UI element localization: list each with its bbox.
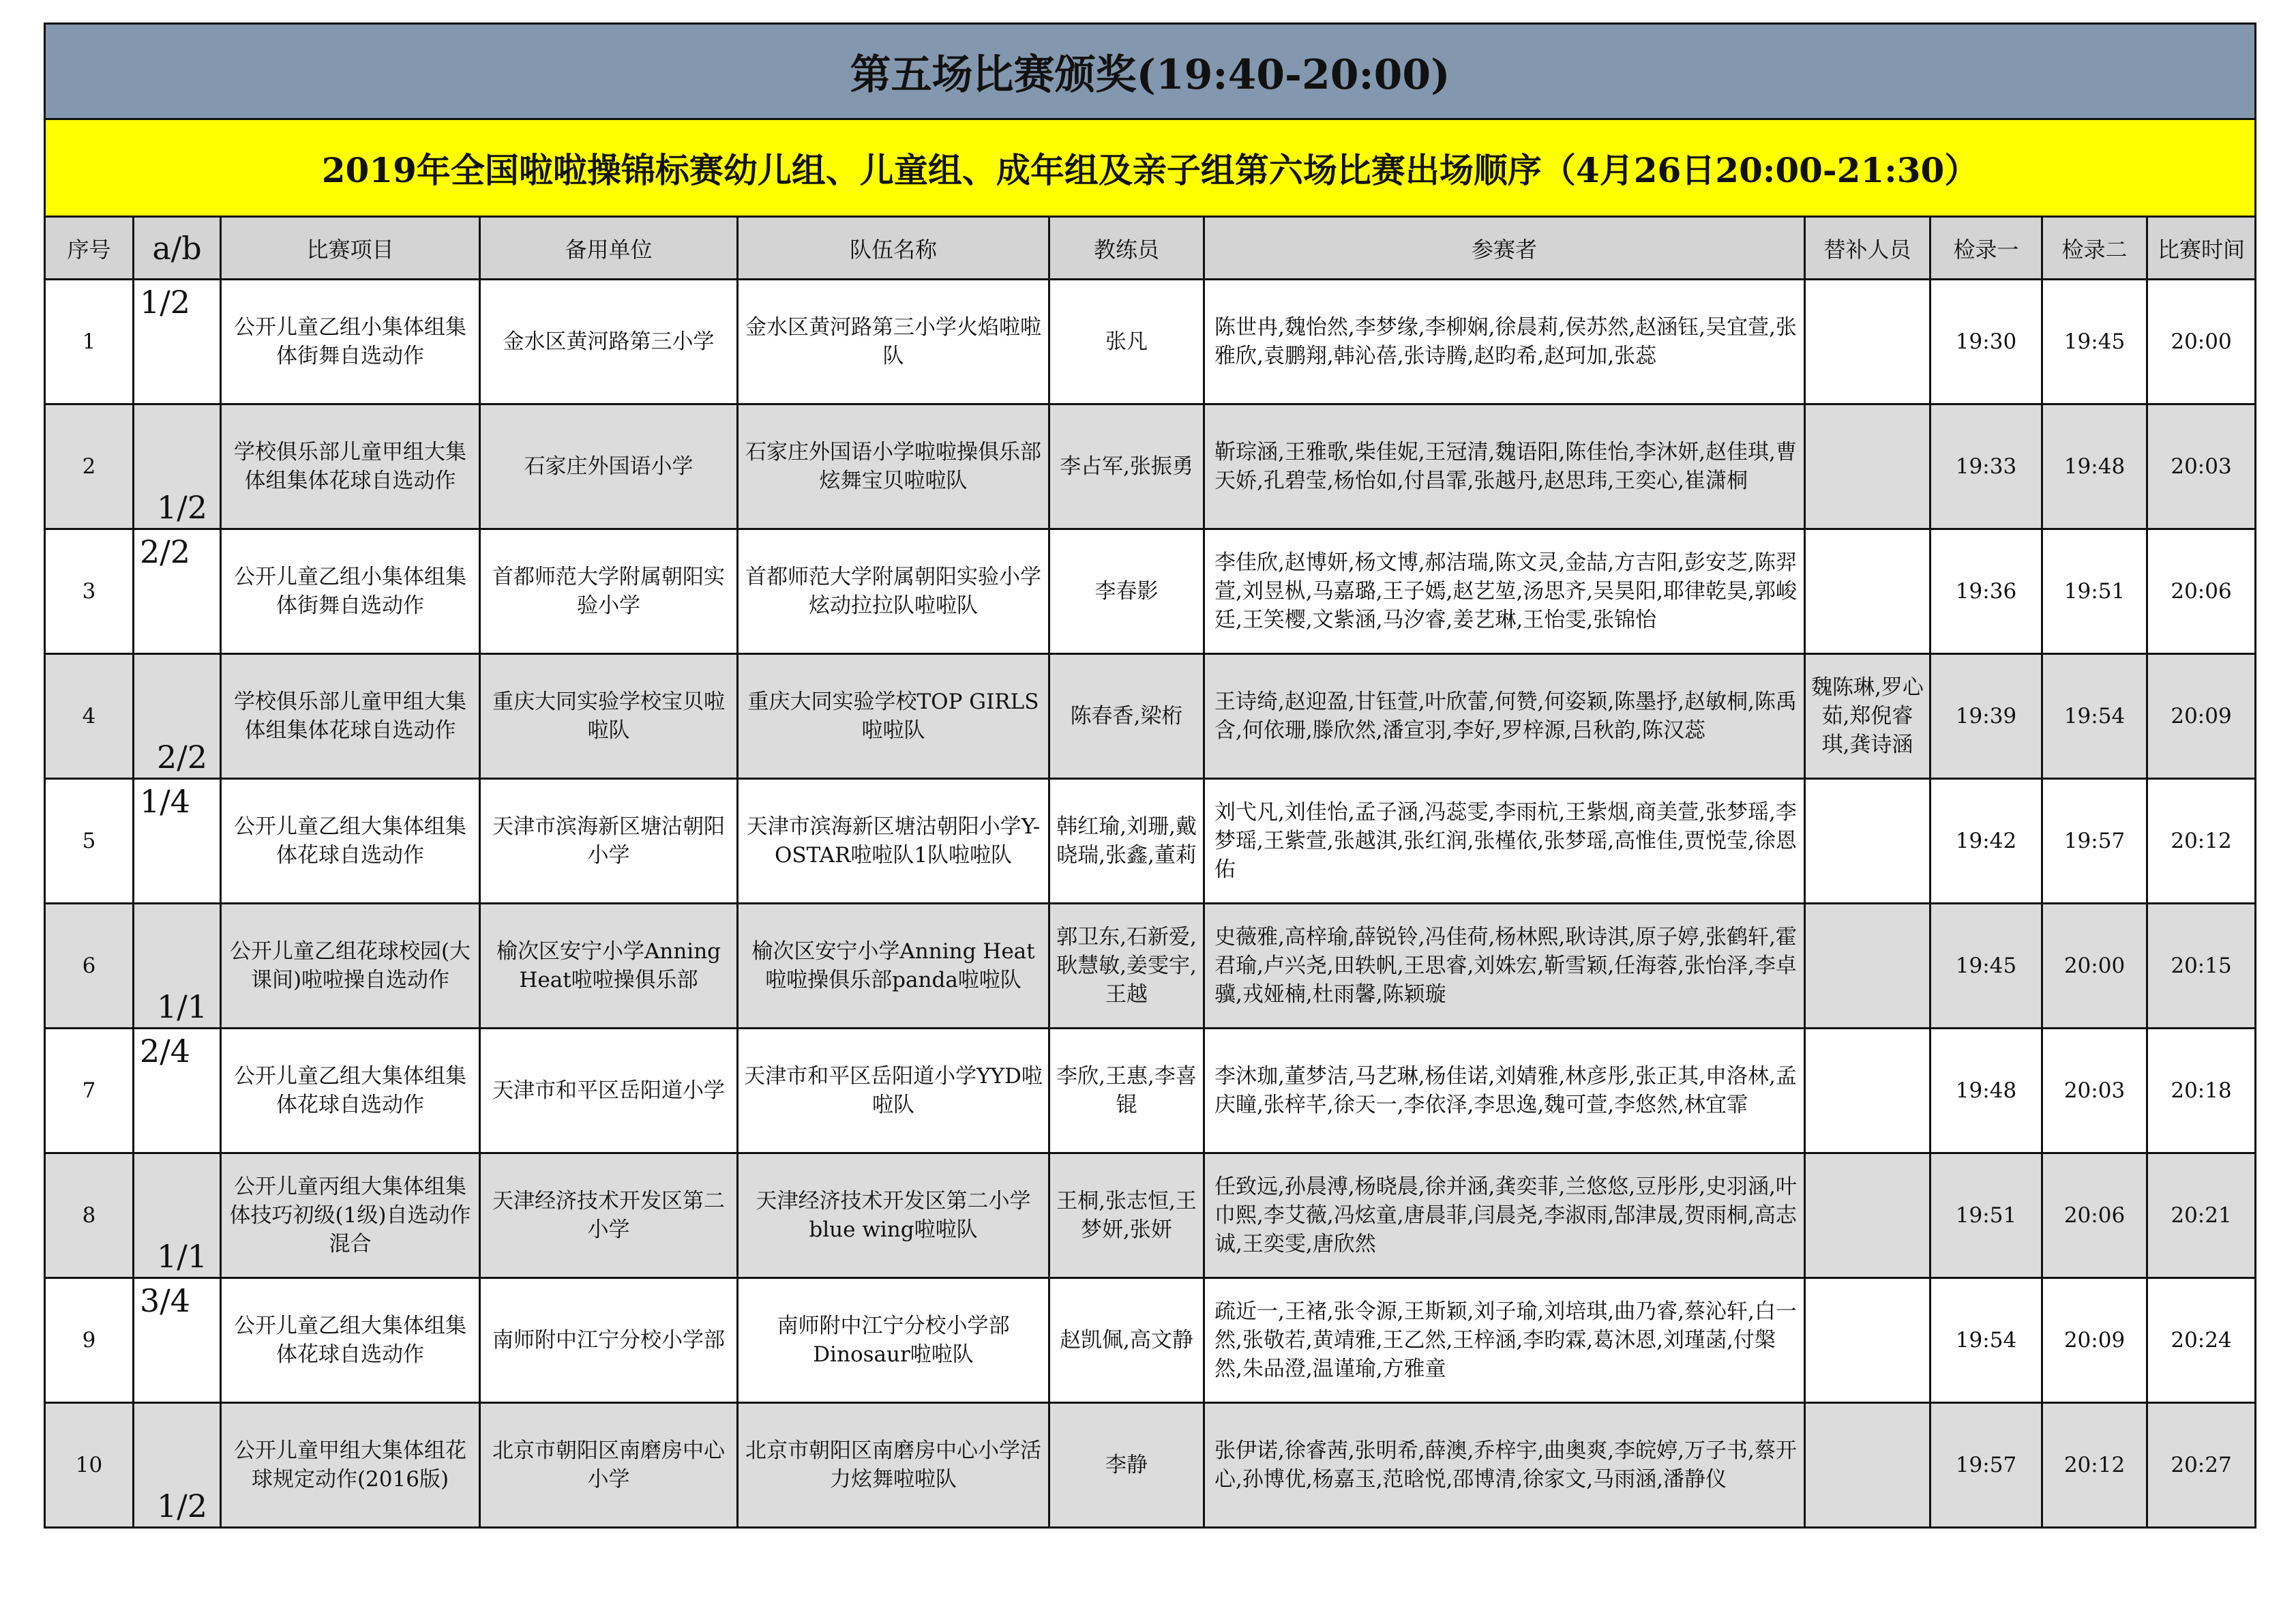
check2-cell: 19:57 (2042, 779, 2147, 904)
time-cell: 20:24 (2147, 1278, 2256, 1403)
team-cell: 金水区黄河路第三小学火焰啦啦队 (738, 280, 1049, 404)
header-seq: 序号 (45, 217, 134, 280)
header-unit: 备用单位 (480, 217, 738, 280)
coach-cell: 郭卫东,石新爱,耿慧敏,姜雯宇,王越 (1049, 904, 1204, 1029)
team-cell: 重庆大同实验学校TOP GIRLS啦啦队 (738, 654, 1049, 779)
team-cell: 榆次区安宁小学Anning Heat啦啦操俱乐部panda啦啦队 (738, 904, 1049, 1029)
ab-top-label: 2/4 (140, 1033, 191, 1069)
seq-cell: 9 (45, 1278, 134, 1403)
subs-cell (1805, 1278, 1930, 1403)
athletes-cell: 史薇雅,高梓瑜,薛锐铃,冯佳荷,杨林熙,耿诗淇,原子婷,张鹤轩,霍君瑜,卢兴尧,田轶帆,王思睿,刘姝宏,靳雪颖,任海蓉,张怡泽,李卓骥,戎娅楠,杜雨馨,陈颖璇 (1204, 904, 1805, 1029)
event-cell: 公开儿童甲组大集体组花球规定动作(2016版) (221, 1403, 480, 1528)
unit-cell: 天津市和平区岳阳道小学 (480, 1029, 738, 1153)
header-event: 比赛项目 (221, 217, 480, 280)
unit-cell: 榆次区安宁小学Anning Heat啦啦操俱乐部 (480, 904, 738, 1029)
ab-cell (134, 529, 221, 654)
event-cell: 学校俱乐部儿童甲组大集体组集体花球自选动作 (221, 404, 480, 529)
unit-cell: 首都师范大学附属朝阳实验小学 (480, 529, 738, 654)
table-row (45, 1278, 2256, 1403)
check2-cell: 19:45 (2042, 280, 2147, 404)
check1-cell: 19:39 (1930, 654, 2042, 779)
ab-bottom-label: 2/2 (156, 739, 207, 776)
subtitle-row (45, 119, 2256, 217)
sheet-subtitle: 2019年全国啦啦操锦标赛幼儿组、儿童组、成年组及亲子组第六场比赛出场顺序（4月26日20:00-21:30） (45, 119, 2256, 217)
time-cell: 20:03 (2147, 404, 2256, 529)
ab-cell (134, 1153, 221, 1278)
header-team: 队伍名称 (738, 217, 1049, 280)
coach-cell: 李欣,王惠,李喜锟 (1049, 1029, 1204, 1153)
table-row (45, 1029, 2256, 1153)
athletes-cell: 李佳欣,赵博妍,杨文博,郝洁瑞,陈文灵,金喆,方吉阳,彭安芝,陈羿萱,刘昱枞,马嘉璐,王子嫣,赵艺堃,汤思齐,吴昊阳,耶律乾昊,郭峻廷,王笑樱,文紫涵,马汐睿,姜艺琳,王怡雯,张锦怡 (1204, 529, 1805, 654)
sheet-title: 第五场比赛颁奖(19:40-20:00) (45, 24, 2256, 119)
subs-cell (1805, 1403, 1930, 1528)
header-row (45, 217, 2256, 280)
unit-cell: 南师附中江宁分校小学部 (480, 1278, 738, 1403)
check2-cell: 20:09 (2042, 1278, 2147, 1403)
check1-cell: 19:45 (1930, 904, 2042, 1029)
subs-cell (1805, 280, 1930, 404)
ab-top-label: 3/4 (140, 1282, 191, 1319)
event-cell: 公开儿童乙组花球校园(大课间)啦啦操自选动作 (221, 904, 480, 1029)
table-row (45, 404, 2256, 529)
time-cell: 20:12 (2147, 779, 2256, 904)
athletes-cell: 张伊诺,徐睿茜,张明希,薛澳,乔梓宇,曲奥爽,李皖婷,万子书,蔡开心,孙博优,杨嘉玉,范晗悦,邵博清,徐家文,马雨涵,潘静仪 (1204, 1403, 1805, 1528)
event-cell: 公开儿童乙组大集体组集体花球自选动作 (221, 1029, 480, 1153)
header-ab: a/b (134, 217, 221, 280)
subs-cell (1805, 779, 1930, 904)
unit-cell: 重庆大同实验学校宝贝啦啦队 (480, 654, 738, 779)
schedule-table (44, 23, 2256, 1529)
event-cell: 公开儿童乙组大集体组集体花球自选动作 (221, 779, 480, 904)
ab-top-label: 2/2 (140, 533, 191, 570)
athletes-cell: 陈世冉,魏怡然,李梦缘,李柳娴,徐晨莉,侯苏然,赵涵钰,吴宜萱,张雅欣,袁鹏翔,韩沁蓓,张诗腾,赵昀希,赵珂加,张蕊 (1204, 280, 1805, 404)
seq-cell: 10 (45, 1403, 134, 1528)
seq-cell: 3 (45, 529, 134, 654)
seq-cell: 4 (45, 654, 134, 779)
ab-cell (134, 779, 221, 904)
subs-cell (1805, 904, 1930, 1029)
check1-cell: 19:30 (1930, 280, 2042, 404)
ab-cell (134, 1029, 221, 1153)
table-row (45, 779, 2256, 904)
subs-cell (1805, 529, 1930, 654)
header-athletes: 参赛者 (1204, 217, 1805, 280)
check2-cell: 20:03 (2042, 1029, 2147, 1153)
unit-cell: 金水区黄河路第三小学 (480, 280, 738, 404)
table-row (45, 654, 2256, 779)
unit-cell: 天津经济技术开发区第二小学 (480, 1153, 738, 1278)
check2-cell: 19:48 (2042, 404, 2147, 529)
coach-cell: 王桐,张志恒,王梦妍,张妍 (1049, 1153, 1204, 1278)
athletes-cell: 疏近一,王褚,张令源,王斯颖,刘子瑜,刘培琪,曲乃睿,蔡沁轩,白一然,张敬若,黄靖雅,王乙然,王梓涵,李昀霖,葛沐恩,刘瑾菡,付槃然,朱品澄,温谨瑜,方雅童 (1204, 1278, 1805, 1403)
check2-cell: 19:51 (2042, 529, 2147, 654)
coach-cell: 韩红瑜,刘珊,戴晓瑞,张鑫,董莉 (1049, 779, 1204, 904)
team-cell: 石家庄外国语小学啦啦操俱乐部炫舞宝贝啦啦队 (738, 404, 1049, 529)
seq-cell: 8 (45, 1153, 134, 1278)
time-cell: 20:27 (2147, 1403, 2256, 1528)
check2-cell: 20:12 (2042, 1403, 2147, 1528)
event-cell: 公开儿童乙组小集体组集体街舞自选动作 (221, 529, 480, 654)
seq-cell: 5 (45, 779, 134, 904)
subs-cell (1805, 1153, 1930, 1278)
coach-cell: 李占军,张振勇 (1049, 404, 1204, 529)
time-cell: 20:09 (2147, 654, 2256, 779)
check1-cell: 19:57 (1930, 1403, 2042, 1528)
coach-cell: 赵凯佩,高文静 (1049, 1278, 1204, 1403)
seq-cell: 7 (45, 1029, 134, 1153)
team-cell: 天津经济技术开发区第二小学blue wing啦啦队 (738, 1153, 1049, 1278)
time-cell: 20:06 (2147, 529, 2256, 654)
header-coach: 教练员 (1049, 217, 1204, 280)
ab-cell (134, 1403, 221, 1528)
ab-cell (134, 654, 221, 779)
check2-cell: 20:00 (2042, 904, 2147, 1029)
check1-cell: 19:48 (1930, 1029, 2042, 1153)
event-cell: 学校俱乐部儿童甲组大集体组集体花球自选动作 (221, 654, 480, 779)
table-row (45, 904, 2256, 1029)
seq-cell: 2 (45, 404, 134, 529)
check2-cell: 19:54 (2042, 654, 2147, 779)
event-cell: 公开儿童乙组小集体组集体街舞自选动作 (221, 280, 480, 404)
coach-cell: 李静 (1049, 1403, 1204, 1528)
time-cell: 20:21 (2147, 1153, 2256, 1278)
ab-bottom-label: 1/1 (156, 1238, 207, 1275)
schedule-sheet (44, 23, 2254, 1529)
ab-cell (134, 280, 221, 404)
athletes-cell: 靳琮涵,王雅歌,柴佳妮,王冠清,魏语阳,陈佳怡,李沐妍,赵佳琪,曹天娇,孔碧莹,杨怡如,付昌霏,张越丹,赵思玮,王奕心,崔潇桐 (1204, 404, 1805, 529)
team-cell: 天津市和平区岳阳道小学YYD啦啦队 (738, 1029, 1049, 1153)
ab-bottom-label: 1/2 (156, 1488, 207, 1524)
athletes-cell: 王诗绮,赵迎盈,甘钰萱,叶欣蕾,何赞,何姿颖,陈墨抒,赵敏桐,陈禹含,何依珊,滕欣然,潘宣羽,李好,罗梓源,吕秋韵,陈汉蕊 (1204, 654, 1805, 779)
event-cell: 公开儿童丙组大集体组集体技巧初级(1级)自选动作混合 (221, 1153, 480, 1278)
coach-cell: 李春影 (1049, 529, 1204, 654)
team-cell: 北京市朝阳区南磨房中心小学活力炫舞啦啦队 (738, 1403, 1049, 1528)
unit-cell: 石家庄外国语小学 (480, 404, 738, 529)
subs-cell (1805, 404, 1930, 529)
ab-bottom-label: 1/2 (156, 489, 207, 526)
check1-cell: 19:51 (1930, 1153, 2042, 1278)
athletes-cell: 刘弋凡,刘佳怡,孟子涵,冯蕊雯,李雨杭,王紫烟,商美萱,张梦瑶,李梦瑶,王紫萱,张越淇,张红润,张槿依,张梦瑶,高惟佳,贾悦莹,徐恩佑 (1204, 779, 1805, 904)
coach-cell: 张凡 (1049, 280, 1204, 404)
team-cell: 南师附中江宁分校小学部Dinosaur啦啦队 (738, 1278, 1049, 1403)
subs-cell: 魏陈琳,罗心茹,郑倪睿琪,龚诗涵 (1805, 654, 1930, 779)
unit-cell: 天津市滨海新区塘沽朝阳小学 (480, 779, 738, 904)
seq-cell: 6 (45, 904, 134, 1029)
time-cell: 20:15 (2147, 904, 2256, 1029)
athletes-cell: 李沐珈,董梦洁,马艺琳,杨佳诺,刘婧雅,林彦彤,张正其,申洛林,孟庆瞳,张梓芊,徐天一,李依泽,李思逸,魏可萱,李悠然,林宜霏 (1204, 1029, 1805, 1153)
check1-cell: 19:36 (1930, 529, 2042, 654)
ab-cell (134, 1278, 221, 1403)
check2-cell: 20:06 (2042, 1153, 2147, 1278)
table-row (45, 529, 2256, 654)
ab-top-label: 1/4 (140, 783, 191, 820)
header-subs: 替补人员 (1805, 217, 1930, 280)
ab-cell (134, 904, 221, 1029)
unit-cell: 北京市朝阳区南磨房中心小学 (480, 1403, 738, 1528)
title-row (45, 24, 2256, 119)
team-cell: 天津市滨海新区塘沽朝阳小学Y-OSTAR啦啦队1队啦啦队 (738, 779, 1049, 904)
check1-cell: 19:42 (1930, 779, 2042, 904)
header-time: 比赛时间 (2147, 217, 2256, 280)
coach-cell: 陈春香,梁桁 (1049, 654, 1204, 779)
header-check2: 检录二 (2042, 217, 2147, 280)
team-cell: 首都师范大学附属朝阳实验小学炫动拉拉队啦啦队 (738, 529, 1049, 654)
athletes-cell: 任致远,孙晨溥,杨晓晨,徐并涵,龚奕菲,兰悠悠,豆彤彤,史羽涵,叶巾熙,李艾薇,冯炫童,唐晨菲,闫晨尧,李淑雨,郜津晟,贺雨桐,高志诚,王奕雯,唐欣然 (1204, 1153, 1805, 1278)
header-check1: 检录一 (1930, 217, 2042, 280)
table-row (45, 1153, 2256, 1278)
table-row (45, 1403, 2256, 1528)
ab-bottom-label: 1/1 (156, 988, 207, 1025)
time-cell: 20:00 (2147, 280, 2256, 404)
subs-cell (1805, 1029, 1930, 1153)
check1-cell: 19:33 (1930, 404, 2042, 529)
ab-cell (134, 404, 221, 529)
ab-top-label: 1/2 (140, 284, 191, 321)
event-cell: 公开儿童乙组大集体组集体花球自选动作 (221, 1278, 480, 1403)
check1-cell: 19:54 (1930, 1278, 2042, 1403)
time-cell: 20:18 (2147, 1029, 2256, 1153)
table-row (45, 280, 2256, 404)
seq-cell: 1 (45, 280, 134, 404)
